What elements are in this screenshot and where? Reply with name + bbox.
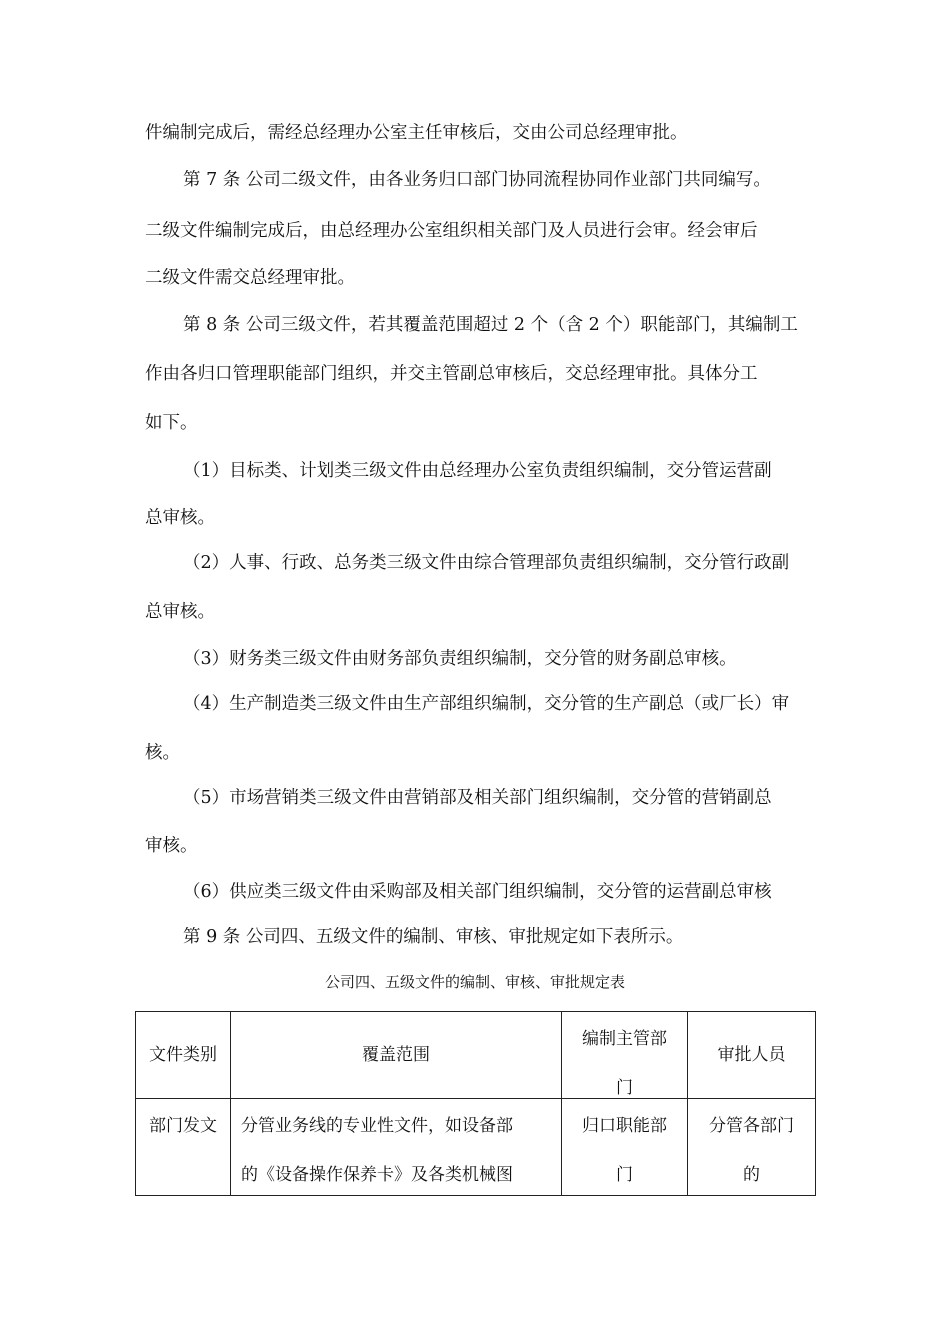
- list-item-1: （1）目标类、计划类三级文件由总经理办公室负责组织编制，交分管运营副: [183, 461, 772, 481]
- table-caption: 公司四、五级文件的编制、审核、审批规定表: [324, 973, 625, 991]
- paragraph-line: 审核。: [145, 836, 198, 856]
- table-cell: [562, 1099, 688, 1196]
- header-cell: [688, 1012, 816, 1099]
- row-approver-line1: 分管各部门: [709, 1116, 794, 1136]
- header-cell: [136, 1012, 231, 1099]
- header-dept-line1: 编制主管部: [582, 1029, 667, 1049]
- list-item-3: （3）财务类三级文件由财务部负责组织编制，交分管的财务副总审核。: [183, 649, 737, 669]
- header-dept-line2: 门: [616, 1078, 633, 1098]
- row-scope-line1: 分管业务线的专业性文件，如设备部: [241, 1116, 513, 1136]
- list-item-5: （5）市场营销类三级文件由营销部及相关部门组织编制，交分管的营销副总: [183, 788, 772, 808]
- table-cell: [231, 1099, 562, 1196]
- table-cell: [136, 1099, 231, 1196]
- row-dept-line2: 门: [616, 1165, 633, 1185]
- row-dept-line1: 归口职能部: [582, 1116, 667, 1136]
- paragraph-line: 二级文件编制完成后，由总经理办公室组织相关部门及人员进行会审。经会审后: [145, 221, 758, 241]
- paragraph-line: 件编制完成后，需经总经理办公室主任审核后，交由公司总经理审批。: [145, 123, 688, 143]
- table-row: [136, 1099, 816, 1196]
- article-9: 第 9 条 公司四、五级文件的编制、审核、审批规定如下表所示。: [183, 927, 684, 947]
- list-item-4: （4）生产制造类三级文件由生产部组织编制，交分管的生产副总（或厂长）审: [183, 694, 790, 714]
- row-category: 部门发文: [149, 1116, 217, 1136]
- paragraph-line: 作由各归口管理职能部门组织，并交主管副总审核后，交总经理审批。具体分工: [145, 364, 758, 384]
- article-8: 第 8 条 公司三级文件，若其覆盖范围超过 2 个（含 2 个）职能部门，其编制工: [183, 315, 798, 335]
- header-cell: [231, 1012, 562, 1099]
- paragraph-line: 核。: [145, 743, 180, 763]
- list-item-2: （2）人事、行政、总务类三级文件由综合管理部负责组织编制，交分管行政副: [183, 553, 790, 573]
- paragraph-line: 如下。: [145, 413, 198, 433]
- paragraph-line: 总审核。: [145, 602, 215, 622]
- header-approver: 审批人员: [717, 1045, 786, 1065]
- row-scope-line2: 的《设备操作保养卡》及各类机械图: [241, 1165, 513, 1185]
- row-approver-line2: 的: [743, 1165, 760, 1185]
- table-cell: [688, 1099, 816, 1196]
- regulation-table: [135, 1011, 816, 1196]
- header-scope: 覆盖范围: [362, 1045, 430, 1065]
- list-item-6: （6）供应类三级文件由采购部及相关部门组织编制，交分管的运营副总审核: [183, 882, 772, 902]
- table-header-row: [136, 1012, 816, 1099]
- header-cell: [562, 1012, 688, 1099]
- article-7: 第 7 条 公司二级文件，由各业务归口部门协同流程协同作业部门共同编写。: [183, 170, 771, 190]
- header-category: 文件类别: [149, 1045, 217, 1065]
- paragraph-line: 二级文件需交总经理审批。: [145, 268, 355, 288]
- paragraph-line: 总审核。: [145, 508, 215, 528]
